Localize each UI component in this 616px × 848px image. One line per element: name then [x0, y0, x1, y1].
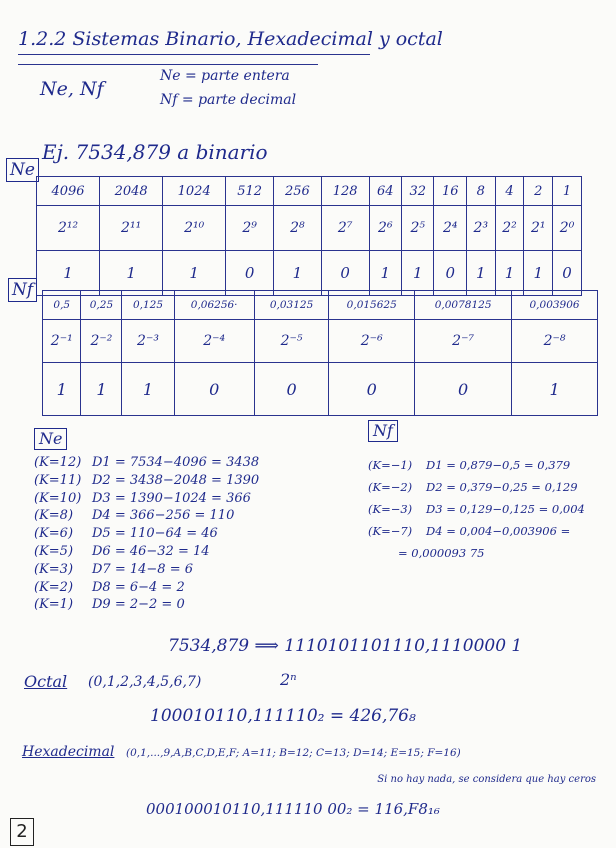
hex-digits: (0,1,...,9,A,B,C,D,E,F; A=11; B=12; C=13; D=14; E=15; F=16): [126, 747, 461, 759]
table-cell: 0: [434, 251, 466, 296]
table-cell: 64: [369, 177, 401, 206]
nf-powers-row: [43, 291, 598, 320]
title-underline-2: [18, 64, 318, 65]
table-cell: 2⁻⁴: [174, 320, 254, 363]
table-cell: 1: [37, 251, 100, 296]
list-item: (K=12) D1 = 7534−4096 = 3438: [34, 455, 260, 470]
page-title: 1.2.2 Sistemas Binario, Hexadecimal y octal: [18, 28, 443, 50]
table-cell: 2⁻³: [122, 320, 174, 363]
table-cell: 0: [226, 251, 274, 296]
octal-result: 100010110,111110₂ = 426,76₈: [150, 706, 416, 726]
nf-bits-row: [43, 363, 598, 416]
definition-nf: Nf = parte decimal: [160, 92, 297, 108]
list-item: (K=8) D4 = 366−256 = 110: [34, 508, 235, 524]
ne-section-label: Ne: [34, 428, 67, 450]
table-cell: 2⁻⁶: [329, 320, 415, 363]
table-cell: 2⁻¹: [43, 320, 81, 363]
table-cell: 2⁻⁵: [254, 320, 329, 363]
nf-table-label: Nf: [8, 278, 37, 302]
list-item: (K=3) D7 = 14−8 = 6: [34, 561, 193, 577]
table-cell: 2⁹: [226, 206, 274, 251]
nf-conversion-table: [42, 290, 598, 416]
table-cell: 0,03125: [254, 291, 329, 320]
nf-section-label: Nf: [368, 420, 398, 442]
table-cell: 2⁻⁷: [415, 320, 512, 363]
table-cell: 8: [466, 177, 495, 206]
table-cell: 512: [226, 177, 274, 206]
table-cell: 0: [321, 251, 369, 296]
binary-result: 7534,879 ⟹ 1110101101110,1110000 1: [168, 636, 523, 656]
table-cell: 2¹²: [37, 206, 100, 251]
list-item: (K=11) D2 = 3438−2048 = 1390: [34, 472, 260, 488]
list-item: (K=−2) D2 = 0,379−0,25 = 0,129: [368, 480, 578, 494]
table-cell: 2⁰: [553, 206, 582, 251]
table-cell: 1: [100, 251, 163, 296]
ne-table-label: Ne: [6, 158, 39, 182]
table-cell: 128: [321, 177, 369, 206]
ne-nf-heading: Ne, Nf: [40, 78, 104, 100]
list-item: (K=2) D8 = 6−4 = 2: [34, 579, 185, 595]
ne-powers-row: [37, 177, 582, 206]
table-cell: 1: [122, 363, 174, 416]
ne-conversion-table: [36, 176, 582, 296]
list-item: (K=5) D6 = 46−32 = 14: [34, 543, 210, 559]
table-cell: 0,06256·: [174, 291, 254, 320]
list-item: (K=10) D3 = 1390−1024 = 366: [34, 490, 251, 506]
nf-exponents-row: [43, 320, 598, 363]
table-cell: 1: [524, 251, 553, 296]
nf-steps: [368, 454, 585, 564]
table-cell: 2⁵: [402, 206, 434, 251]
ne-bits-row: [37, 251, 582, 296]
octal-digits: (0,1,2,3,4,5,6,7): [88, 674, 202, 690]
table-cell: 2⁻⁸: [512, 320, 598, 363]
list-item: (K=−3) D3 = 0,129−0,125 = 0,004: [368, 502, 585, 516]
table-cell: 1024: [163, 177, 226, 206]
table-cell: 1: [274, 251, 322, 296]
table-cell: 1: [495, 251, 524, 296]
table-cell: 4096: [37, 177, 100, 206]
table-cell: 16: [434, 177, 466, 206]
table-cell: 0,25: [81, 291, 122, 320]
table-cell: 1: [163, 251, 226, 296]
list-item: (K=−1) D1 = 0,879−0,5 = 0,379: [368, 458, 571, 472]
nf-remainder: = 0,000093 75: [398, 546, 485, 560]
table-cell: 0,5: [43, 291, 81, 320]
table-cell: 1: [369, 251, 401, 296]
table-cell: 2³: [466, 206, 495, 251]
table-cell: 1: [466, 251, 495, 296]
table-cell: 0,015625: [329, 291, 415, 320]
table-cell: 2⁸: [274, 206, 322, 251]
table-cell: 256: [274, 177, 322, 206]
table-cell: 2¹: [524, 206, 553, 251]
table-cell: 0,0078125: [415, 291, 512, 320]
definition-ne: Ne = parte entera: [160, 68, 290, 84]
page-number: 2: [10, 818, 34, 846]
hex-note: Si no hay nada, se considera que hay ceros: [377, 774, 596, 785]
table-cell: 0: [553, 251, 582, 296]
table-cell: 1: [553, 177, 582, 206]
table-cell: 2⁻²: [81, 320, 122, 363]
example-statement: Ej. 7534,879 a binario: [42, 140, 268, 164]
hex-heading: Hexadecimal: [22, 744, 115, 760]
list-item: (K=−7) D4 = 0,004−0,003906 =: [368, 524, 571, 538]
table-cell: 0: [415, 363, 512, 416]
list-item: (K=1) D9 = 2−2 = 0: [34, 597, 185, 613]
ne-steps: [34, 454, 259, 614]
table-cell: 4: [495, 177, 524, 206]
table-cell: 32: [402, 177, 434, 206]
table-cell: 2⁴: [434, 206, 466, 251]
hex-result: 000100010110,111110 00₂ = 116,F8₁₆: [146, 800, 440, 818]
table-cell: 1: [402, 251, 434, 296]
table-cell: 2¹⁰: [163, 206, 226, 251]
table-cell: 1: [43, 363, 81, 416]
table-cell: 2048: [100, 177, 163, 206]
table-cell: 0,125: [122, 291, 174, 320]
table-cell: 2⁷: [321, 206, 369, 251]
two-n: 2ⁿ: [280, 670, 297, 689]
table-cell: 0: [254, 363, 329, 416]
table-cell: 0: [329, 363, 415, 416]
table-cell: 0: [174, 363, 254, 416]
table-cell: 2⁶: [369, 206, 401, 251]
list-item: (K=6) D5 = 110−64 = 46: [34, 526, 218, 542]
title-underline: [18, 54, 370, 55]
table-cell: 0,003906: [512, 291, 598, 320]
table-cell: 2: [524, 177, 553, 206]
octal-heading: Octal: [24, 672, 68, 691]
table-cell: 1: [512, 363, 598, 416]
table-cell: 2²: [495, 206, 524, 251]
ne-exponents-row: [37, 206, 582, 251]
table-cell: 1: [81, 363, 122, 416]
table-cell: 2¹¹: [100, 206, 163, 251]
